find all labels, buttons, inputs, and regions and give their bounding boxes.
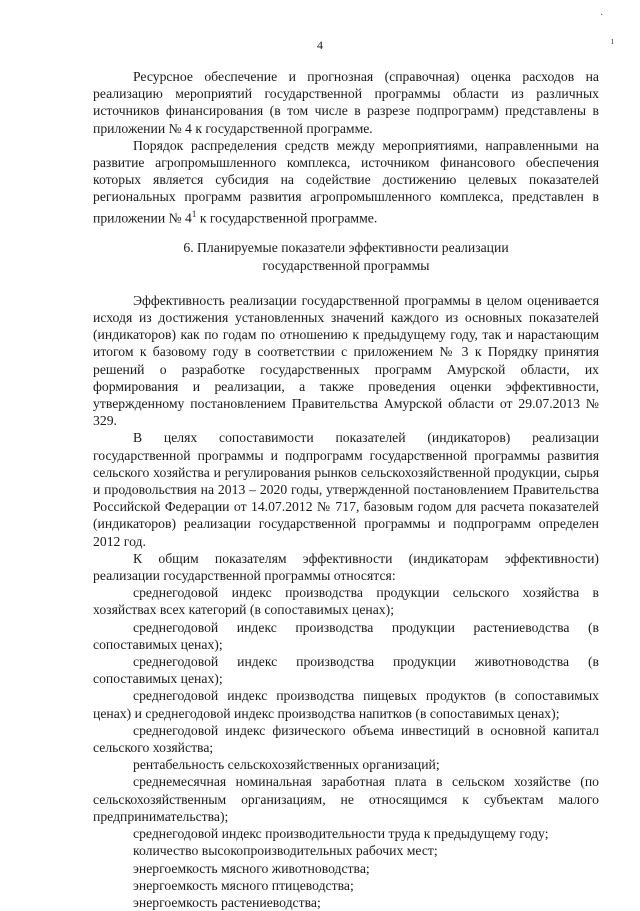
page-number: 4 xyxy=(317,38,323,52)
list-item: рентабельность сельскохозяйственных организаций; xyxy=(133,757,440,773)
paragraph-efficiency: Эффективность реализации государственной программы в целом оценивается исходя из достижения установленных значений каждого из основных показателей (индикаторов) как по годам по отношению к предыдущему году, так и нарастающим итогом к базовому году в соответствии с приложением № 3 к Порядку принятия решений о разработке государственных программ Амурской области, их формирования и реализации, а также проведения оценки эффективности, утвержденному постановлением Правительства Амурской области от 29.07.2013 № 329. xyxy=(93,292,599,429)
list-item: среднегодовой индекс производительности труда к предыдущему году; xyxy=(133,826,549,842)
list-item: среднегодовой индекс производства продукции животноводства (в сопоставимых ценах); xyxy=(93,654,599,687)
list-item: энергоемкость мясного птицеводства; xyxy=(133,877,354,893)
list-item: среднегодовой индекс физического объема инвестиций в основной капитал сельского хозяйства; xyxy=(93,722,599,756)
paragraph-comparability: В целях сопоставимости показателей (индикаторов) реализации государственной программы и подпрограмм государственной программы развития сельского хозяйства и регулирования рынков сельскохозяйственной продукции, сырья и продовольствия на 2013 – 2020 годы, утвержденной постановлением Правительства Российской Федерации от 14.07.2012 № 717, базовым годом для расчета показателей (индикаторов) реализации государственной программы и подпрограмм определен 2012 год. xyxy=(93,430,599,549)
section-title xyxy=(93,239,599,273)
scan-mark: ı xyxy=(611,36,614,47)
paragraph-resources: Ресурсное обеспечение и прогнозная (справочная) оценка расходов на реализацию мероприятий государственной программы области из различных источников финансирования (в том числе в разрезе подпрограмм) представлены в приложении № 4 к государственной программе. xyxy=(93,69,599,136)
list-item: количество высокопроизводительных рабочих мест; xyxy=(133,843,438,859)
list-item: среднегодовой индекс производства продукции растениеводства (в сопоставимых ценах); xyxy=(93,619,599,652)
paragraph-distribution-tail: к государственной программе. xyxy=(196,210,378,226)
list-item: энергоемкость растениеводства; xyxy=(133,894,321,910)
scan-mark: · xyxy=(600,10,604,21)
superscript: 1 xyxy=(191,208,197,219)
section-title-line2: государственной программы xyxy=(262,257,430,273)
list-item: среднегодовой индекс производства продукции сельского хозяйства в хозяйствах всех категорий (в сопоставимых ценах); xyxy=(93,585,599,618)
list-item: энергоемкость мясного животноводства; xyxy=(133,860,370,876)
paragraph-indicators-intro: К общим показателям эффективности (индикаторам эффективности) реализации государственной программы относятся: xyxy=(93,550,599,584)
section-title-line1: 6. Планируемые показатели эффективности реализации xyxy=(183,240,509,256)
list-item: среднегодовой индекс производства пищевых продуктов (в сопоставимых ценах) и среднегодовой индекс производства напитков (в сопоставимых ценах); xyxy=(93,688,599,721)
paragraph-distribution xyxy=(93,137,599,227)
paragraph-distribution-text: Порядок распределения средств между мероприятиями, направленными на развитие агропромышленного комплекса, источником финансового обеспечения которых является субсидия на содействие достижению целевых показателей региональных программ развития агропромышленного комплекса, представлен в приложении № 4 xyxy=(93,137,599,226)
list-item: среднемесячная номинальная заработная плата в сельском хозяйстве (по сельскохозяйственным организациям, не относящимся к субъектам малого предпринимательства); xyxy=(93,774,599,824)
document-body xyxy=(93,68,599,911)
